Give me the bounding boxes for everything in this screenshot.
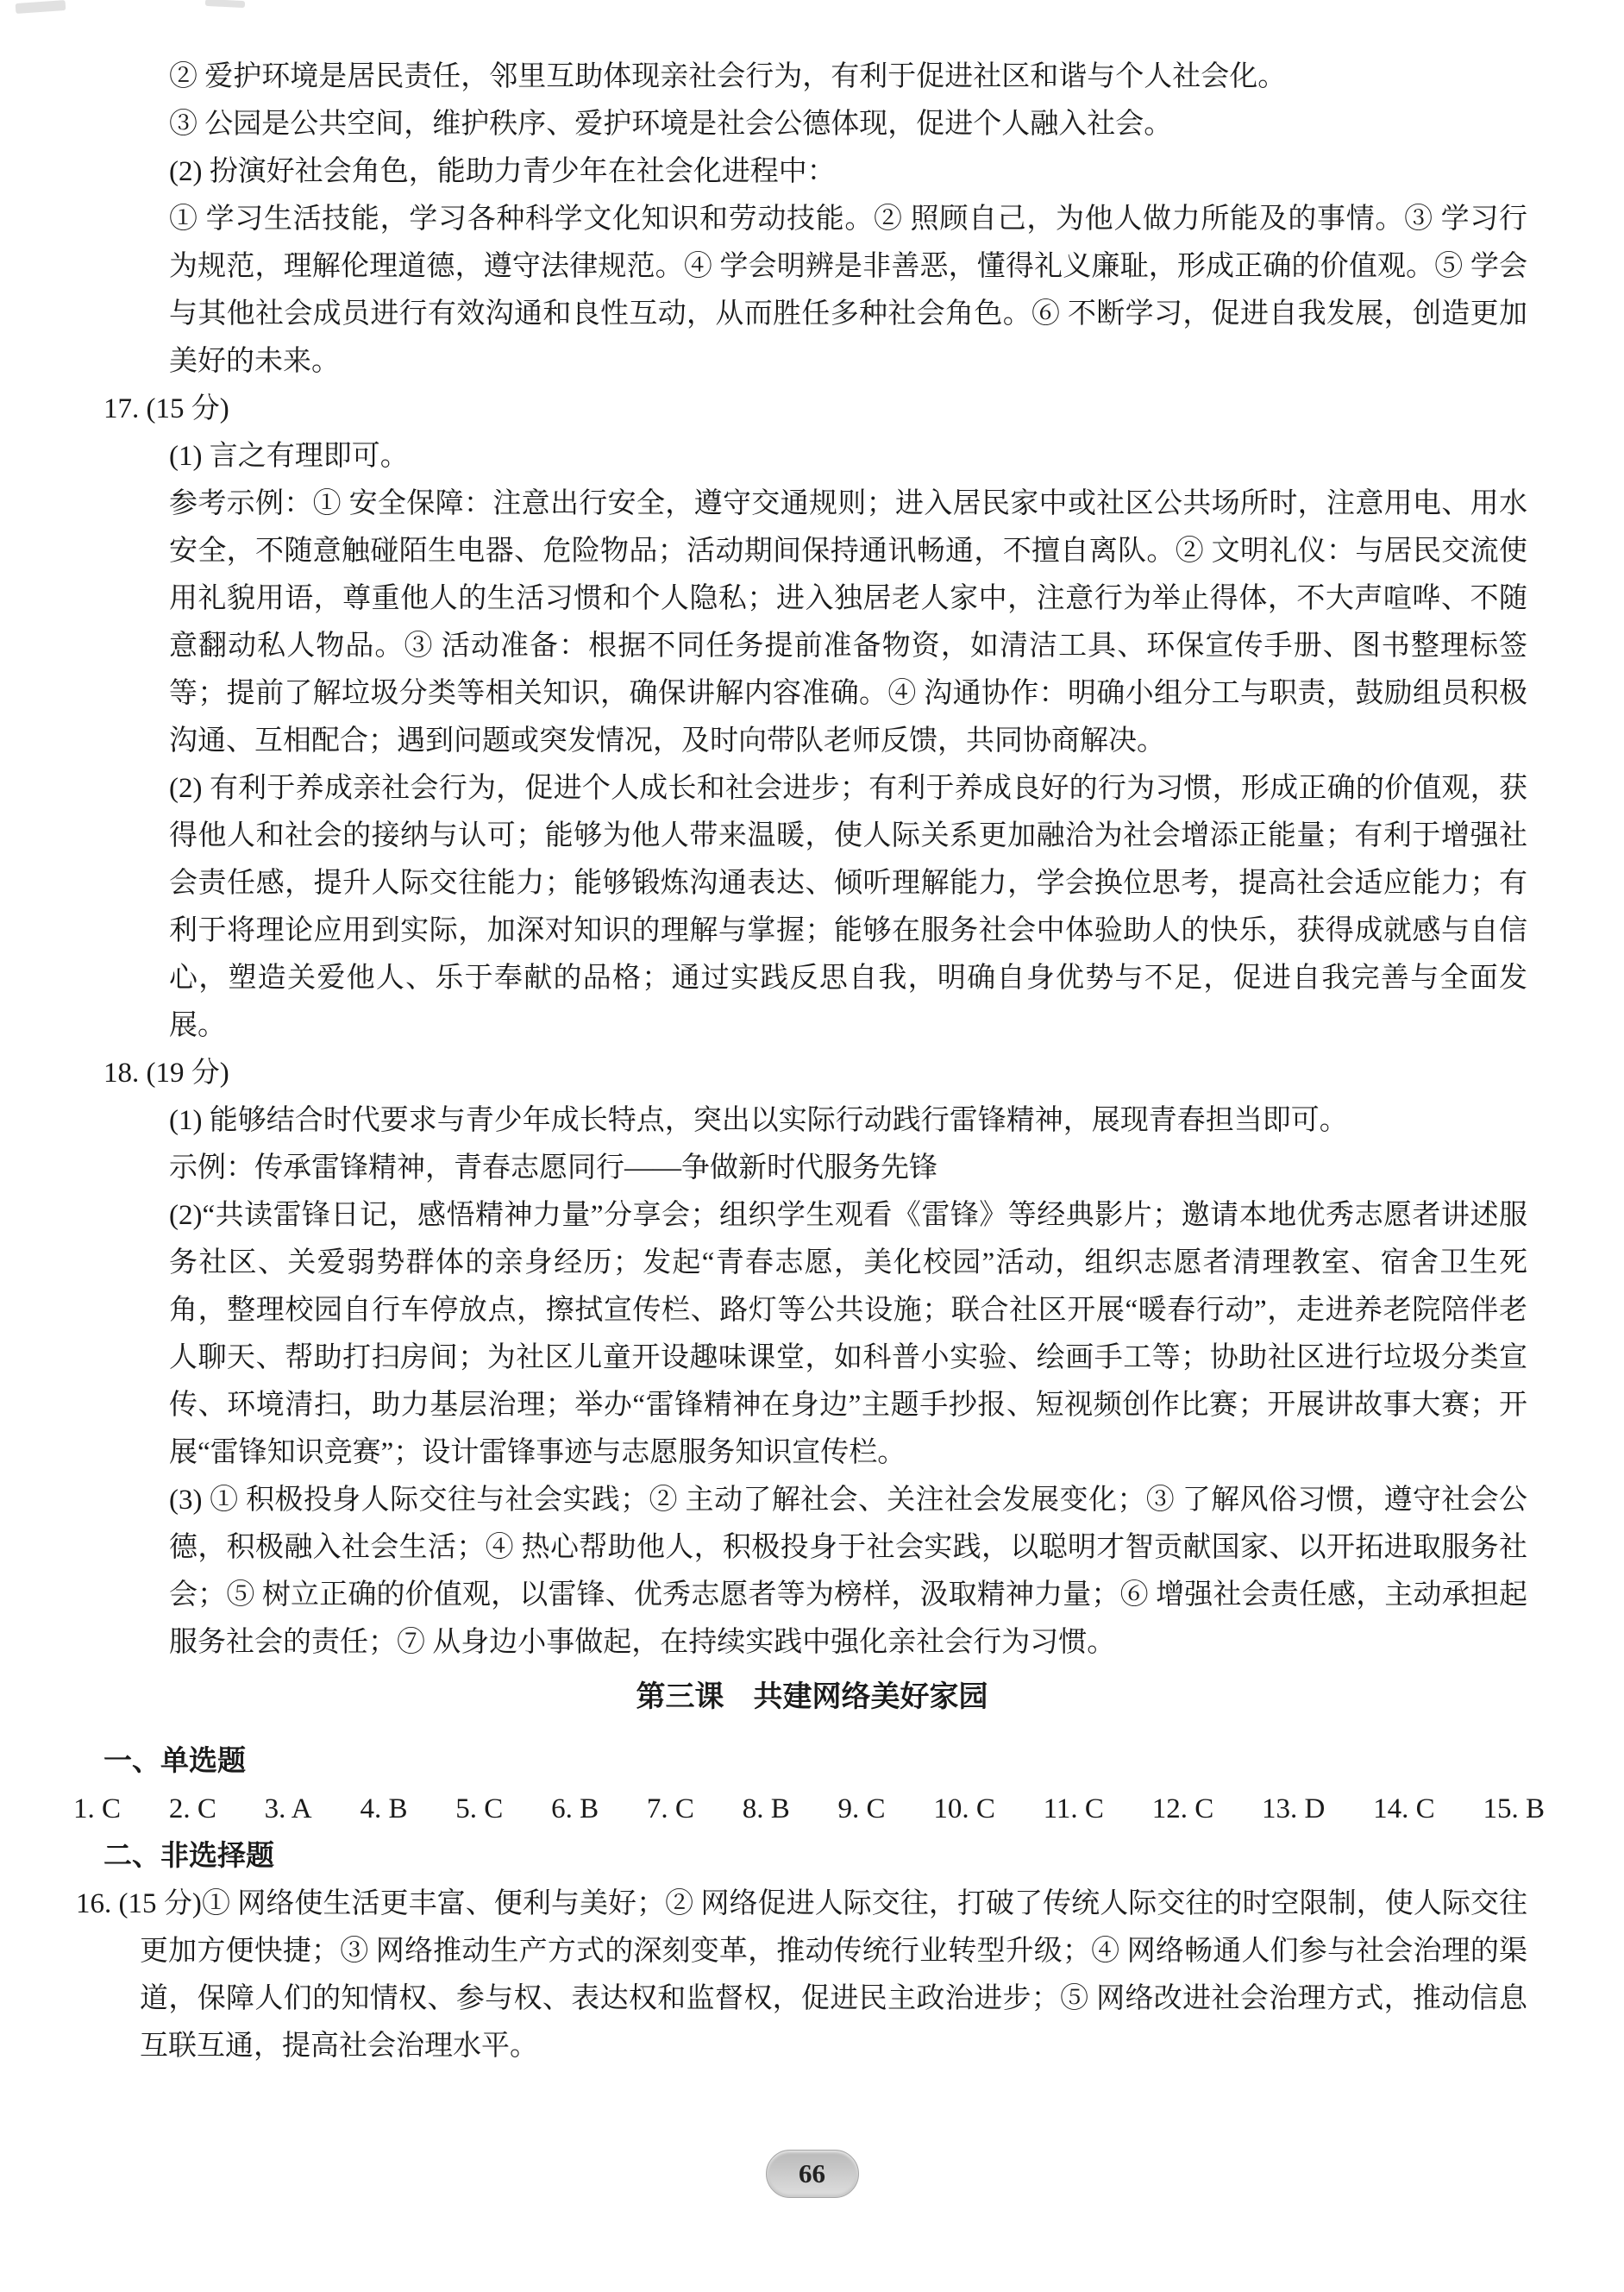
answer-3: 3. A [264,1793,312,1824]
answer-7: 7. C [646,1793,694,1824]
question-18-label: 18. (19 分) [103,1058,229,1089]
subsection-single-choice: 一、单选题 [103,1746,246,1777]
question-17-reference-example: 参考示例：① 安全保障：注意出行安全，遵守交通规则；进入居民家中或社区公共场所时，注意用电、用水安全，不随意触碰陌生电器、危险物品；活动期间保持通讯畅通，不擅自离队。② 文明礼仪：与居民交流使用礼貌用语，尊重他人的生活习惯和个人隐私；进入独居老人家中，注意行为举止得体，不大声喧哗、不随意翻动私人物品。③ 活动准备：根据不同任务提前准备物资，如清洁工具、环保宣传手册、图书整理标签等；提前了解垃圾分类等相关知识，确保讲解内容准确。④ 沟通协作：明确小组分工与职责，鼓励组员积极沟通、互相配合；遇到问题或突发情况，及时向带队老师反馈，共同协商解决。 [169,488,1527,757]
answer-5: 5. C [455,1793,504,1824]
answer-11: 11. C [1043,1793,1104,1824]
question-18-example: 示例：传承雷锋精神，青春志愿同行——争做新时代服务先锋 [169,1152,937,1184]
answer-1: 1. C [73,1793,122,1824]
answer-6: 6. B [551,1793,599,1824]
lesson-section-heading: 第三课 共建网络美好家园 [636,1681,988,1713]
question-18-part-2: (2)“共读雷锋日记，感悟精神力量”分享会；组织学生观看《雷锋》等经典影片；邀请本地优秀志愿者讲述服务社区、关爱弱势群体的亲身经历；发起“青春志愿，美化校园”活动，组织志愿者清理教室、宿舍卫生死角，整理校园自行车停放点，擦拭宣传栏、路灯等公共设施；联合社区开展“暖春行动”，走进养老院陪伴老人聊天、帮助打扫房间；为社区儿童开设趣味课堂，如科普小实验、绘画手工等；协助社区进行垃圾分类宣传、环境清扫，助力基层治理；举办“雷锋精神在身边”主题手抄报、短视频创作比赛；开展讲故事大赛；开展“雷锋知识竞赛”；设计雷锋事迹与志愿服务知识宣传栏。 [169,1200,1527,1468]
scan-artifact [16,0,66,14]
question-17-part-2: (2) 有利于养成亲社会行为，促进个人成长和社会进步；有利于养成良好的行为习惯，形成正确的价值观，获得他人和社会的接纳与认可；能够为他人带来温暖，使人际关系更加融洽为社会增添正能量；有利于增强社会责任感，提升人际交往能力；能够锻炼沟通表达、倾听理解能力，学会换位思考，提高社会适应能力；有利于将理论应用到实际，加深对知识的理解与掌握；能够在服务社会中体验助人的快乐，获得成就感与自信心，塑造关爱他人、乐于奉献的品格；通过实践反思自我，明确自身优势与不足，促进自我完善与全面发展。 [169,773,1527,1041]
answer-15: 15. B [1483,1793,1545,1824]
subsection-non-choice: 二、非选择题 [103,1841,274,1872]
answer-13: 13. D [1262,1793,1326,1824]
question-18-part-3: (3) ① 积极投身人际交往与社会实践；② 主动了解社会、关注社会发展变化；③ 了解风俗习惯，遵守社会公德，积极融入社会生活；④ 热心帮助他人，积极投身于社会实践，以聪明才智贡献国家、以开拓进取服务社会；⑤ 树立正确的价值观，以雷锋、优秀志愿者等为榜样，汲取精神力量；⑥ 增强社会责任感，主动承担起服务社会的责任；⑦ 从身边小事做起，在持续实践中强化亲社会行为习惯。 [169,1485,1527,1658]
continued-answer-part-2-body: ① 学习生活技能，学习各种科学文化知识和劳动技能。② 照顾自己，为他人做力所能及的事情。③ 学习行为规范，理解伦理道德，遵守法律规范。④ 学会明辨是非善恶，懂得礼义廉耻，形成正确的价值观。⑤ 学会与其他社会成员进行有效沟通和良性互动，从而胜任多种社会角色。⑥ 不断学习，促进自我发展，创造更加美好的未来。 [169,204,1527,377]
answer-4: 4. B [360,1793,408,1824]
multiple-choice-answers-row [73,1786,1545,1833]
question-17-label: 17. (15 分) [103,393,229,424]
answer-9: 9. C [837,1793,886,1824]
answer-12: 12. C [1151,1793,1214,1824]
answer-14: 14. C [1373,1793,1435,1824]
continued-answer-part-2-intro: (2) 扮演好社会角色，能助力青少年在社会化进程中： [169,156,836,187]
question-18-part-1: (1) 能够结合时代要求与青少年成长特点，突出以实际行动践行雷锋精神，展现青春担当即可。 [169,1105,1348,1136]
answer-8: 8. B [742,1793,790,1824]
page-number-badge: 66 [766,2150,859,2198]
answer-2: 2. C [168,1793,216,1824]
scan-artifact [205,0,245,8]
continued-answer-point-2: ② 爱护环境是居民责任，邻里互助体现亲社会行为，有利于促进社区和谐与个人社会化。 [169,61,1287,92]
question-17-part-1: (1) 言之有理即可。 [169,441,409,472]
answer-10: 10. C [933,1793,995,1824]
continued-answer-point-3: ③ 公园是公共空间，维护秩序、爱护环境是社会公德体现，促进个人融入社会。 [169,109,1173,140]
page-content [0,53,1624,2070]
question-16-answer: 16. (15 分)① 网络使生活更丰富、便利与美好；② 网络促进人际交往，打破了传统人际交往的时空限制，使人际交往更加方便快捷；③ 网络推动生产方式的深刻变革，推动传统行业转型升级；④ 网络畅通人们参与社会治理的渠道，保障人们的知情权、参与权、表达权和监督权，促进民主政治进步；⑤ 网络改进社会治理方式，推动信息互联互通，提高社会治理水平。 [76,1888,1528,2062]
